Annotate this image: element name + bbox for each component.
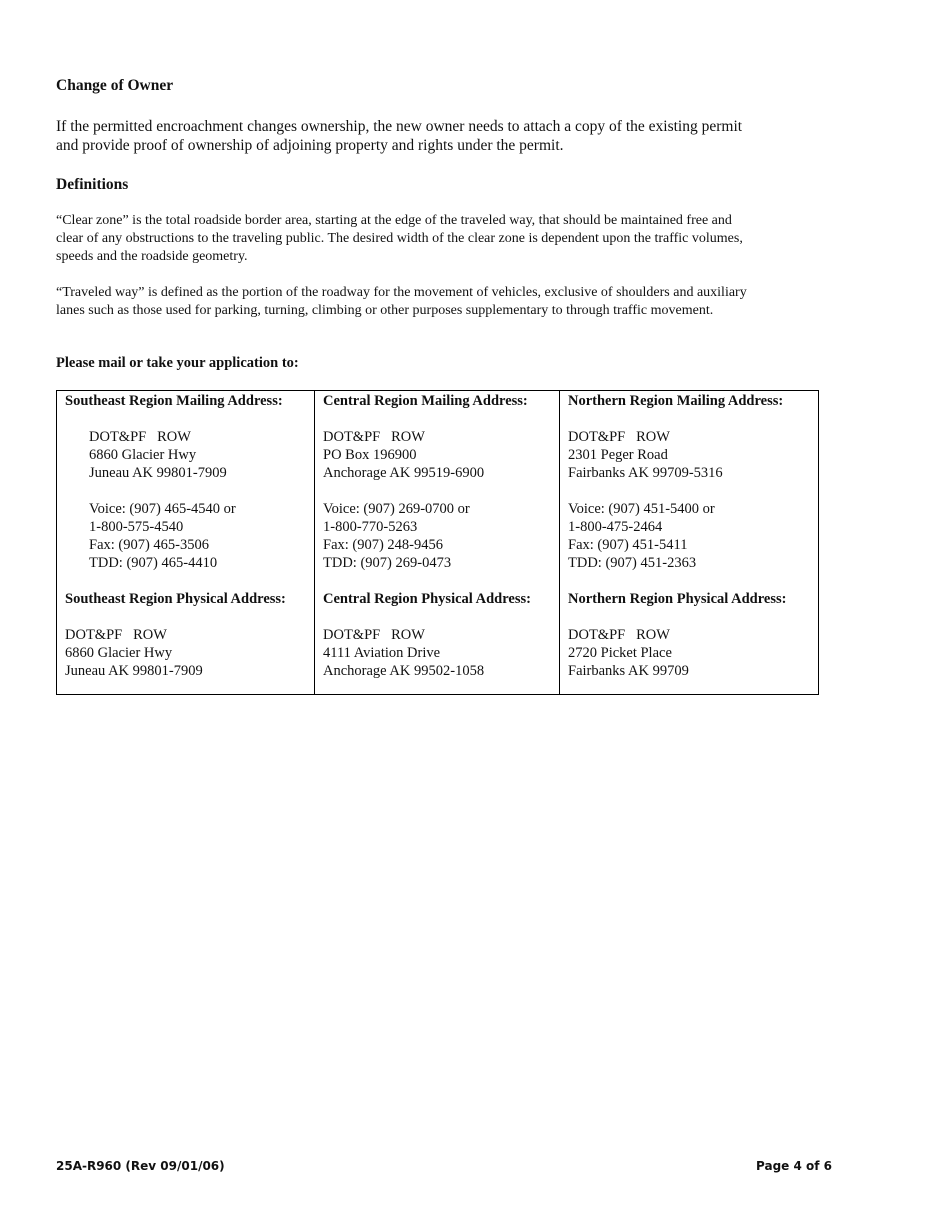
fax-number: Fax: (907) 465-3506 bbox=[89, 537, 210, 553]
address-line: 2301 Peger Road bbox=[568, 447, 668, 463]
paragraph-line: “Clear zone” is the total roadside border area, starting at the edge of the traveled way, that should be maintained free and bbox=[56, 213, 732, 228]
address-line: DOT&PF ROW bbox=[323, 627, 425, 643]
mail-instructions-heading: Please mail or take your application to: bbox=[56, 355, 299, 371]
paragraph-line: lanes such as those used for parking, turning, climbing or other purposes supplementary to through traffic movement. bbox=[56, 303, 714, 318]
address-line: Anchorage AK 99519-6900 bbox=[323, 465, 485, 481]
region-cell-southeast bbox=[57, 391, 315, 695]
address-line: 6860 Glacier Hwy bbox=[89, 447, 197, 463]
tdd-number: TDD: (907) 269-0473 bbox=[323, 555, 452, 571]
change-owner-heading: Change of Owner bbox=[56, 77, 174, 94]
mailing-address-heading: Southeast Region Mailing Address: bbox=[65, 393, 283, 409]
address-line: DOT&PF ROW bbox=[323, 429, 425, 445]
physical-address-heading: Southeast Region Physical Address: bbox=[65, 591, 286, 607]
paragraph-line: and provide proof of ownership of adjoining property and rights under the permit. bbox=[56, 137, 564, 154]
tdd-number: TDD: (907) 451-2363 bbox=[568, 555, 697, 571]
address-line: DOT&PF ROW bbox=[568, 429, 670, 445]
form-identifier: 25A-R960 (Rev 09/01/06) bbox=[56, 1159, 225, 1173]
mailing-address-heading: Central Region Mailing Address: bbox=[323, 393, 528, 409]
address-line: Fairbanks AK 99709-5316 bbox=[568, 465, 723, 481]
address-line: Anchorage AK 99502-1058 bbox=[323, 663, 485, 679]
definitions-heading: Definitions bbox=[56, 176, 129, 193]
address-line: DOT&PF ROW bbox=[89, 429, 191, 445]
paragraph-line: speeds and the roadside geometry. bbox=[56, 249, 248, 264]
mailing-address-heading: Northern Region Mailing Address: bbox=[568, 393, 784, 409]
address-line: Juneau AK 99801-7909 bbox=[65, 663, 203, 679]
address-line: DOT&PF ROW bbox=[65, 627, 167, 643]
voice-phone: Voice: (907) 451-5400 or bbox=[568, 501, 715, 517]
toll-free-phone: 1-800-475-2464 bbox=[568, 519, 663, 535]
address-line: 6860 Glacier Hwy bbox=[65, 645, 173, 661]
address-line: 4111 Aviation Drive bbox=[323, 645, 441, 661]
paragraph-line: If the permitted encroachment changes ownership, the new owner needs to attach a copy of the existing permit bbox=[56, 118, 743, 135]
physical-address-heading: Northern Region Physical Address: bbox=[568, 591, 787, 607]
change-owner-paragraph bbox=[56, 117, 896, 155]
fax-number: Fax: (907) 248-9456 bbox=[323, 537, 444, 553]
clear-zone-definition bbox=[56, 212, 896, 266]
paragraph-line: “Traveled way” is defined as the portion of the roadway for the movement of vehicles, exclusive of shoulders and auxiliary bbox=[56, 285, 747, 300]
region-cell-central bbox=[315, 391, 560, 695]
paragraph-line: clear of any obstructions to the traveling public. The desired width of the clear zone is dependent upon the traffic volumes, bbox=[56, 231, 743, 246]
address-line: 2720 Picket Place bbox=[568, 645, 672, 661]
address-line: Juneau AK 99801-7909 bbox=[89, 465, 227, 481]
address-line: PO Box 196900 bbox=[323, 447, 417, 463]
traveled-way-definition bbox=[56, 284, 896, 320]
page-number: Page 4 of 6 bbox=[756, 1159, 832, 1173]
toll-free-phone: 1-800-770-5263 bbox=[323, 519, 418, 535]
region-cell-northern bbox=[560, 391, 819, 695]
toll-free-phone: 1-800-575-4540 bbox=[89, 519, 184, 535]
address-table bbox=[56, 390, 819, 695]
voice-phone: Voice: (907) 465-4540 or bbox=[89, 501, 236, 517]
tdd-number: TDD: (907) 465-4410 bbox=[89, 555, 218, 571]
voice-phone: Voice: (907) 269-0700 or bbox=[323, 501, 470, 517]
address-line: DOT&PF ROW bbox=[568, 627, 670, 643]
physical-address-heading: Central Region Physical Address: bbox=[323, 591, 531, 607]
address-line: Fairbanks AK 99709 bbox=[568, 663, 689, 679]
fax-number: Fax: (907) 451-5411 bbox=[568, 537, 688, 553]
